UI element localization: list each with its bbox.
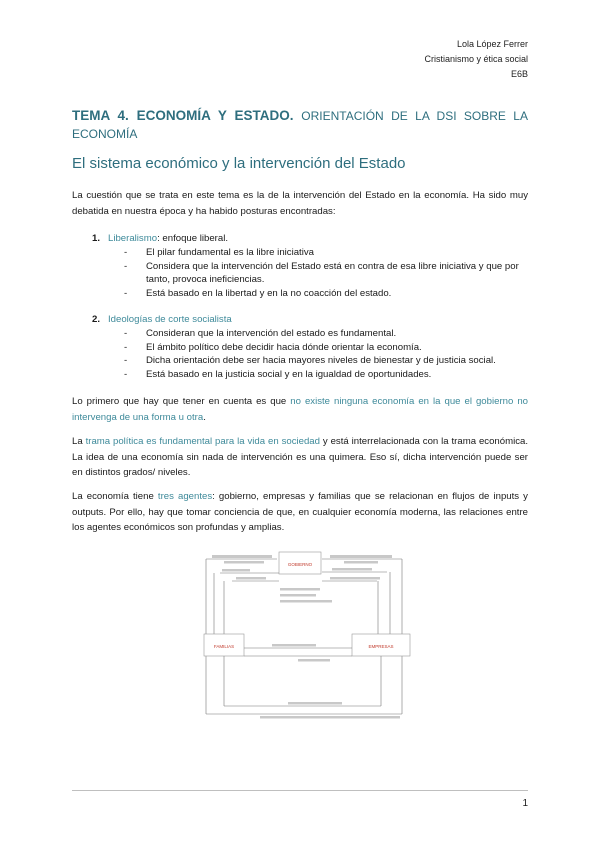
list-item: - Dicha orientación debe ser hacia mayores niveles de bienestar y de justicia social.: [124, 355, 496, 366]
highlight-text: tres agentes: [157, 491, 213, 502]
highlight-text: trama política es fundamental para la vida en sociedad: [85, 436, 320, 447]
text-line: [280, 588, 320, 591]
highlight-text: no existe ninguna economía en la que el gobierno no intervenga de una forma u otra: [72, 396, 528, 423]
author-name: Lola López Ferrer: [456, 39, 528, 49]
title-main: TEMA 4. ECONOMÍA Y ESTADO.: [72, 108, 294, 123]
list-number: 2.: [92, 314, 101, 325]
text-line: [236, 577, 266, 580]
list-item: - Está basado en la libertad y en la no coacción del estado.: [124, 287, 392, 299]
text-line: [272, 644, 316, 647]
government-label: GOBIERNO: [287, 562, 313, 567]
section-heading: El sistema económico y la intervención del Estado: [72, 155, 406, 172]
list-item: - Está basado en la justicia social y en la igualdad de oportunidades.: [124, 368, 432, 380]
title-secondary: ORIENTACIÓN DE LA DSI SOBRE LA ECONOMÍA: [72, 109, 528, 141]
bullet-list-socialismo: [124, 327, 530, 381]
text-line: [332, 568, 372, 571]
document-header: [424, 37, 528, 82]
course-name: Cristianismo y ética social: [424, 54, 528, 64]
families-label: FAMILIAS: [213, 644, 235, 649]
text-line: [288, 702, 342, 705]
text-line: [222, 569, 250, 572]
paragraph-three-agents: La economía tiene tres agentes: gobierno, empresas y familias que se relacionan en flujos de inputs y outputs. Por ello, hay que tomar conciencia de que, en cualquier economía moderna, las relaciones entre los agentes económicos son profundas y amplias.: [72, 491, 528, 533]
circular-flow-diagram: [202, 548, 412, 724]
page-number: 1: [522, 798, 528, 809]
text-line: [330, 555, 392, 558]
footer-divider: [72, 790, 528, 791]
text-line: [280, 594, 316, 597]
list-item-liberalismo: [92, 232, 228, 246]
text-line: [330, 577, 380, 580]
text-line: [224, 561, 264, 564]
text-line: [260, 716, 400, 719]
paragraph-intervention: Lo primero que hay que tener en cuenta es que no existe ninguna economía en la que el gobierno no intervenga de una forma u otra.: [72, 396, 528, 423]
list-item: - El ámbito político debe decidir hacia dónde orientar la economía.: [124, 341, 422, 353]
text-line: [298, 659, 330, 662]
bullet-list-liberalismo: [124, 246, 530, 300]
list-rest: : enfoque liberal.: [157, 233, 228, 244]
list-highlight: Ideologías de corte socialista: [108, 314, 232, 325]
text-line: [344, 561, 378, 564]
list-item: - Considera que la intervención del Estado está en contra de esa libre iniciativa y que por tanto, provoca ineficiencias.: [124, 260, 519, 285]
text-line: [212, 555, 272, 558]
list-item-socialismo: [92, 313, 232, 327]
list-number: 1.: [92, 233, 101, 244]
page-title: [72, 107, 528, 143]
list-item: - Consideran que la intervención del estado es fundamental.: [124, 328, 397, 339]
list-item: - El pilar fundamental es la libre iniciativa: [124, 247, 314, 258]
list-highlight: Liberalismo: [108, 233, 158, 244]
group-code: E6B: [510, 69, 528, 79]
paragraph-political-web: La trama política es fundamental para la vida en sociedad y está interrelacionada con la trama económica. La idea de una economía sin nada de intervención es una quimera. Eso sí, dicha intervención puede ser en distintos grados/ niveles.: [72, 436, 528, 478]
intro-paragraph: La cuestión que se trata en este tema es la de la intervención del Estado en la economía. Ha sido muy debatida en nuestra época y ha habido posturas encontradas:: [72, 190, 528, 217]
text-line: [280, 600, 332, 603]
companies-label: EMPRESAS: [368, 644, 394, 649]
